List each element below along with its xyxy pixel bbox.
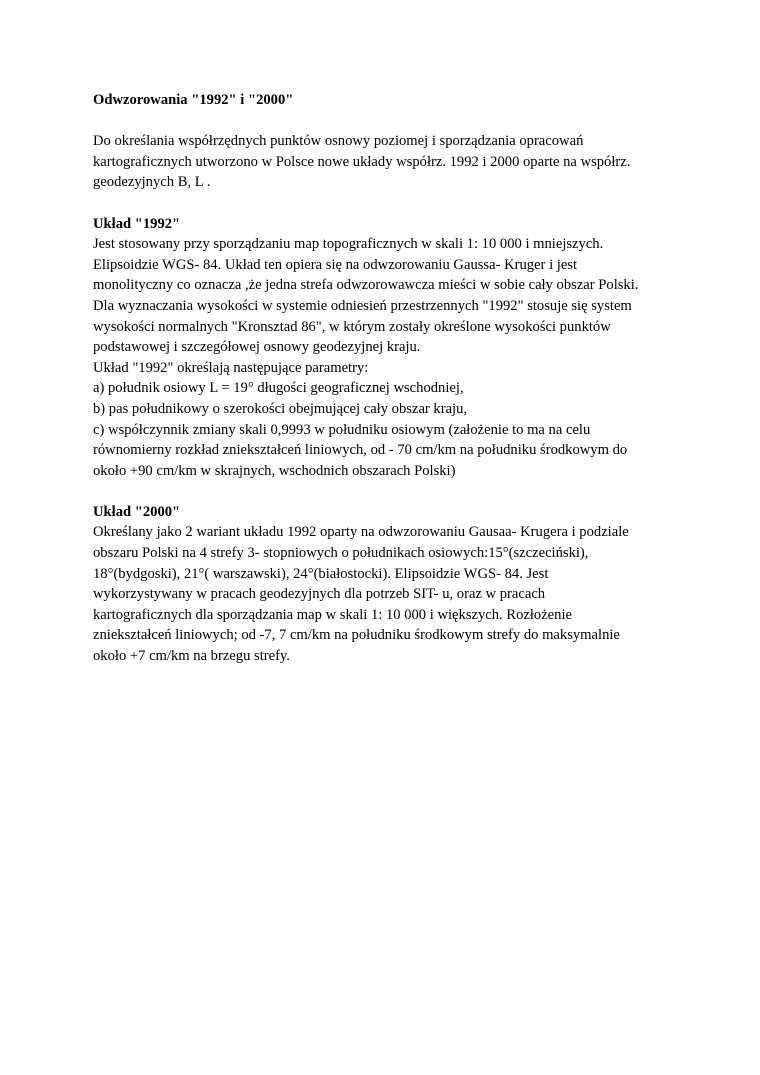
section-2000-line: kartograficznych dla sporządzania map w skali 1: 10 000 i większych. Rozłożenie bbox=[93, 606, 572, 623]
intro-line: Do określania współrzędnych punktów osnowy poziomej i sporządzania opracowań bbox=[93, 133, 584, 150]
section-2000-line: około +7 cm/km na brzegu strefy. bbox=[93, 648, 290, 665]
section-2000-line: zniekształceń liniowych; od -7, 7 cm/km na południku środkowym strefy do maksymalnie bbox=[93, 627, 620, 644]
section-2000-line: wykorzystywany w pracach geodezyjnych dla potrzeb SIT- u, oraz w pracach bbox=[93, 586, 546, 603]
section-1992-line: równomierny rozkład zniekształceń liniowych, od - 70 cm/km na południku środkowym do bbox=[93, 442, 628, 459]
section-2000-line: Określany jako 2 wariant układu 1992 oparty na odwzorowaniu Gausaa- Krugera i podziale bbox=[93, 524, 629, 541]
section-1992-line: Dla wyznaczania wysokości w systemie odniesień przestrzennych "1992" stosuje się system bbox=[93, 297, 632, 314]
section-1992-line: około +90 cm/km w skrajnych, wschodnich obszarach Polski) bbox=[93, 462, 456, 479]
section-1992-line: Jest stosowany przy sporządzaniu map topograficznych w skali 1: 10 000 i mniejszych. bbox=[93, 236, 604, 253]
section-2000-heading: Układ "2000" bbox=[93, 503, 181, 520]
section-2000 bbox=[93, 502, 673, 667]
section-1992-line: b) pas południkowy o szerokości obejmującej cały obszar kraju, bbox=[93, 400, 468, 417]
spacer bbox=[93, 481, 673, 502]
document-title: Odwzorowania "1992" i "2000" bbox=[93, 92, 294, 108]
document-page bbox=[93, 90, 673, 667]
section-1992-line: wysokości normalnych "Kronsztad 86", w którym zostały określone wysokości punktów bbox=[93, 318, 611, 335]
section-2000-line: 18°(bydgoski), 21°( warszawski), 24°(białostocki). Elipsoidzie WGS- 84. Jest bbox=[93, 565, 549, 582]
spacer bbox=[93, 111, 673, 132]
intro-line: geodezyjnych B, L . bbox=[93, 174, 211, 191]
intro-line: kartograficznych utworzono w Polsce nowe układy współrz. 1992 i 2000 oparte na współrz. bbox=[93, 153, 631, 170]
section-1992-line: Układ "1992" określają następujące parametry: bbox=[93, 359, 369, 376]
section-1992-line: Elipsoidzie WGS- 84. Układ ten opiera się na odwzorowaniu Gaussa- Kruger i jest bbox=[93, 256, 578, 273]
section-1992-line: podstawowej i szczegółowej osnowy geodezyjnej kraju. bbox=[93, 339, 421, 356]
section-2000-line: obszaru Polski na 4 strefy 3- stopniowych o południkach osiowych:15°(szczeciński), bbox=[93, 545, 589, 562]
section-1992-line: monolityczny co oznacza ,że jedna strefa odwzorowawcza mieści w sobie cały obszar Polski. bbox=[93, 277, 639, 294]
section-1992-line: a) południk osiowy L = 19° długości geograficznej wschodniej, bbox=[93, 380, 464, 397]
section-1992-line: c) współczynnik zmiany skali 0,9993 w południku osiowym (założenie to ma na celu bbox=[93, 421, 591, 438]
intro-paragraph bbox=[93, 131, 673, 193]
section-1992 bbox=[93, 214, 673, 482]
section-1992-heading: Układ "1992" bbox=[93, 215, 181, 232]
spacer bbox=[93, 193, 673, 214]
